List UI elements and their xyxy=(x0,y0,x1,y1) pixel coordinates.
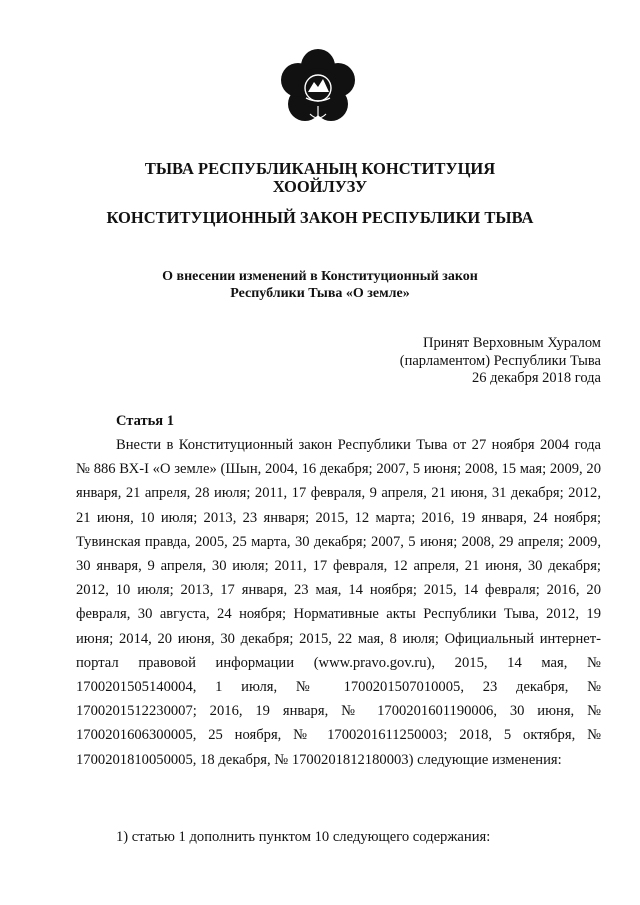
tyva-emblem-icon xyxy=(278,48,358,134)
article-item-1: 1) статью 1 дополнить пунктом 10 следующего содержания: xyxy=(116,829,491,845)
article-paragraph: Внести в Конституционный закон Республики Тыва от 27 ноября 2004 года № 886 ВХ-I «О земле» (Шын, 2004, 16 декабря; 2007, 5 июня; 2008, 15 мая; 2009, 20 января, 21 апреля, 28 июля; 2011, 17 февраля, 9 апреля, 21 июня, 31 декабря; 2012, 21 июня, 10 июля; 2013, 23 января; 2015, 12 марта; 2016, 19 января, 24 ноября; Тувинская правда, 2005, 25 марта, 30 декабря; 2007, 5 июня; 2008, 29 апреля; 2009, 30 января, 9 апреля, 30 июля; 2011, 17 февраля, 12 апреля, 21 июня, 30 декабря; 2012, 10 июля; 2013, 17 января, 23 мая, 14 ноября; 2015, 14 февраля; 2016, 20 февраля, 30 августа, 24 ноября; Нормативные акты Республики Тыва, 2012, 19 июня; 2014, 20 июня, 30 декабря; 2015, 22 мая, 8 июля; Официальный интернет-портал правовой информации (www.pravo.gov.ru), 2015, 14 мая, № 1700201505140004, 1 июля, № 1700201507010005, 23 декабря, № 1700201512230007; 2016, 19 января, № 1700201601190006, 30 июня, № 1700201606300005, 25 ноября, № 1700201611250003; 2018, 5 октября, № 1700201810050005, 18 декабря, № 1700201812180003) следующие изменения: xyxy=(76,437,601,768)
adoption-line1: Принят Верховным Хуралом xyxy=(423,335,601,351)
law-title-line1: О внесении изменений в Конституционный закон xyxy=(162,269,478,284)
law-title xyxy=(0,268,640,302)
adoption-date: 26 декабря 2018 года xyxy=(472,370,601,386)
tyva-header-line2: ХООЙЛУЗУ xyxy=(272,177,368,196)
article-body xyxy=(76,433,601,772)
article-label: Статья 1 xyxy=(116,413,174,429)
adoption-info xyxy=(400,335,601,388)
adoption-line2: (парламентом) Республики Тыва xyxy=(399,352,601,369)
law-type-heading: КОНСТИТУЦИОННЫЙ ЗАКОН РЕСПУБЛИКИ ТЫВА xyxy=(106,208,534,227)
tyva-header-line1: ТЫВА РЕСПУБЛИКАНЫҢ КОНСТИТУЦИЯ xyxy=(144,159,496,178)
tyva-header xyxy=(0,160,640,196)
law-title-line2: Республики Тыва «О земле» xyxy=(230,286,410,301)
